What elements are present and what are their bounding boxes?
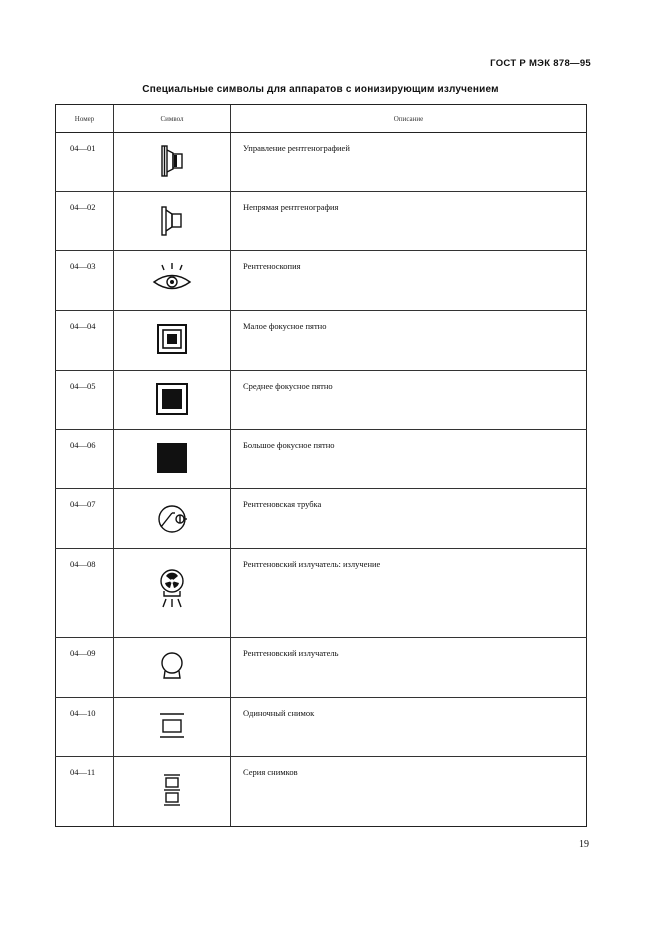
row-number: 04—03	[56, 251, 114, 311]
row-number: 04—11	[56, 757, 114, 827]
table-row	[56, 757, 587, 827]
table-row	[56, 638, 587, 698]
x-ray-source-icon	[152, 646, 192, 686]
row-number: 04—09	[56, 638, 114, 698]
row-description: Непрямая рентгенография	[231, 192, 587, 251]
indirect-radiography-icon	[152, 200, 192, 240]
table-row	[56, 192, 587, 251]
x-ray-source-emission-icon	[152, 563, 192, 613]
row-number: 04—04	[56, 311, 114, 371]
column-header-description: Описание	[231, 105, 587, 133]
row-description: Рентгеновская трубка	[231, 489, 587, 549]
row-number: 04—05	[56, 371, 114, 430]
single-exposure-icon	[152, 706, 192, 746]
row-description: Большое фокусное пятно	[231, 430, 587, 489]
row-description: Среднее фокусное пятно	[231, 371, 587, 430]
table-row	[56, 133, 587, 192]
table-row	[56, 430, 587, 489]
row-description: Рентгеноскопия	[231, 251, 587, 311]
fluoroscopy-eye-icon	[152, 259, 192, 299]
table-row	[56, 311, 587, 371]
row-number: 04—08	[56, 549, 114, 638]
row-description: Одиночный снимок	[231, 698, 587, 757]
symbols-table	[55, 104, 587, 827]
series-exposure-icon	[152, 769, 192, 809]
row-description: Малое фокусное пятно	[231, 311, 587, 371]
large-focal-spot-icon	[152, 438, 192, 478]
column-header-number: Номер	[56, 105, 114, 133]
row-description: Рентгеновский излучатель	[231, 638, 587, 698]
document-header: ГОСТ Р МЭК 878—95	[490, 58, 591, 69]
row-number: 04—10	[56, 698, 114, 757]
row-description: Управление рентгенографией	[231, 133, 587, 192]
row-description: Рентгеновский излучатель: излучение	[231, 549, 587, 638]
row-number: 04—02	[56, 192, 114, 251]
table-row	[56, 371, 587, 430]
medium-focal-spot-icon	[152, 379, 192, 419]
row-description: Серия снимков	[231, 757, 587, 827]
x-ray-tube-icon	[152, 497, 192, 537]
table-title: Специальные символы для аппаратов с ионизирующим излучением	[142, 84, 499, 95]
page-number: 19	[579, 839, 589, 850]
table-header-row	[56, 105, 587, 133]
small-focal-spot-icon	[152, 319, 192, 359]
row-number: 04—01	[56, 133, 114, 192]
column-header-symbol: Символ	[114, 105, 231, 133]
radiography-control-icon	[152, 141, 192, 181]
table-row	[56, 251, 587, 311]
row-number: 04—06	[56, 430, 114, 489]
row-number: 04—07	[56, 489, 114, 549]
table-row	[56, 698, 587, 757]
table-row	[56, 489, 587, 549]
table-row	[56, 549, 587, 638]
